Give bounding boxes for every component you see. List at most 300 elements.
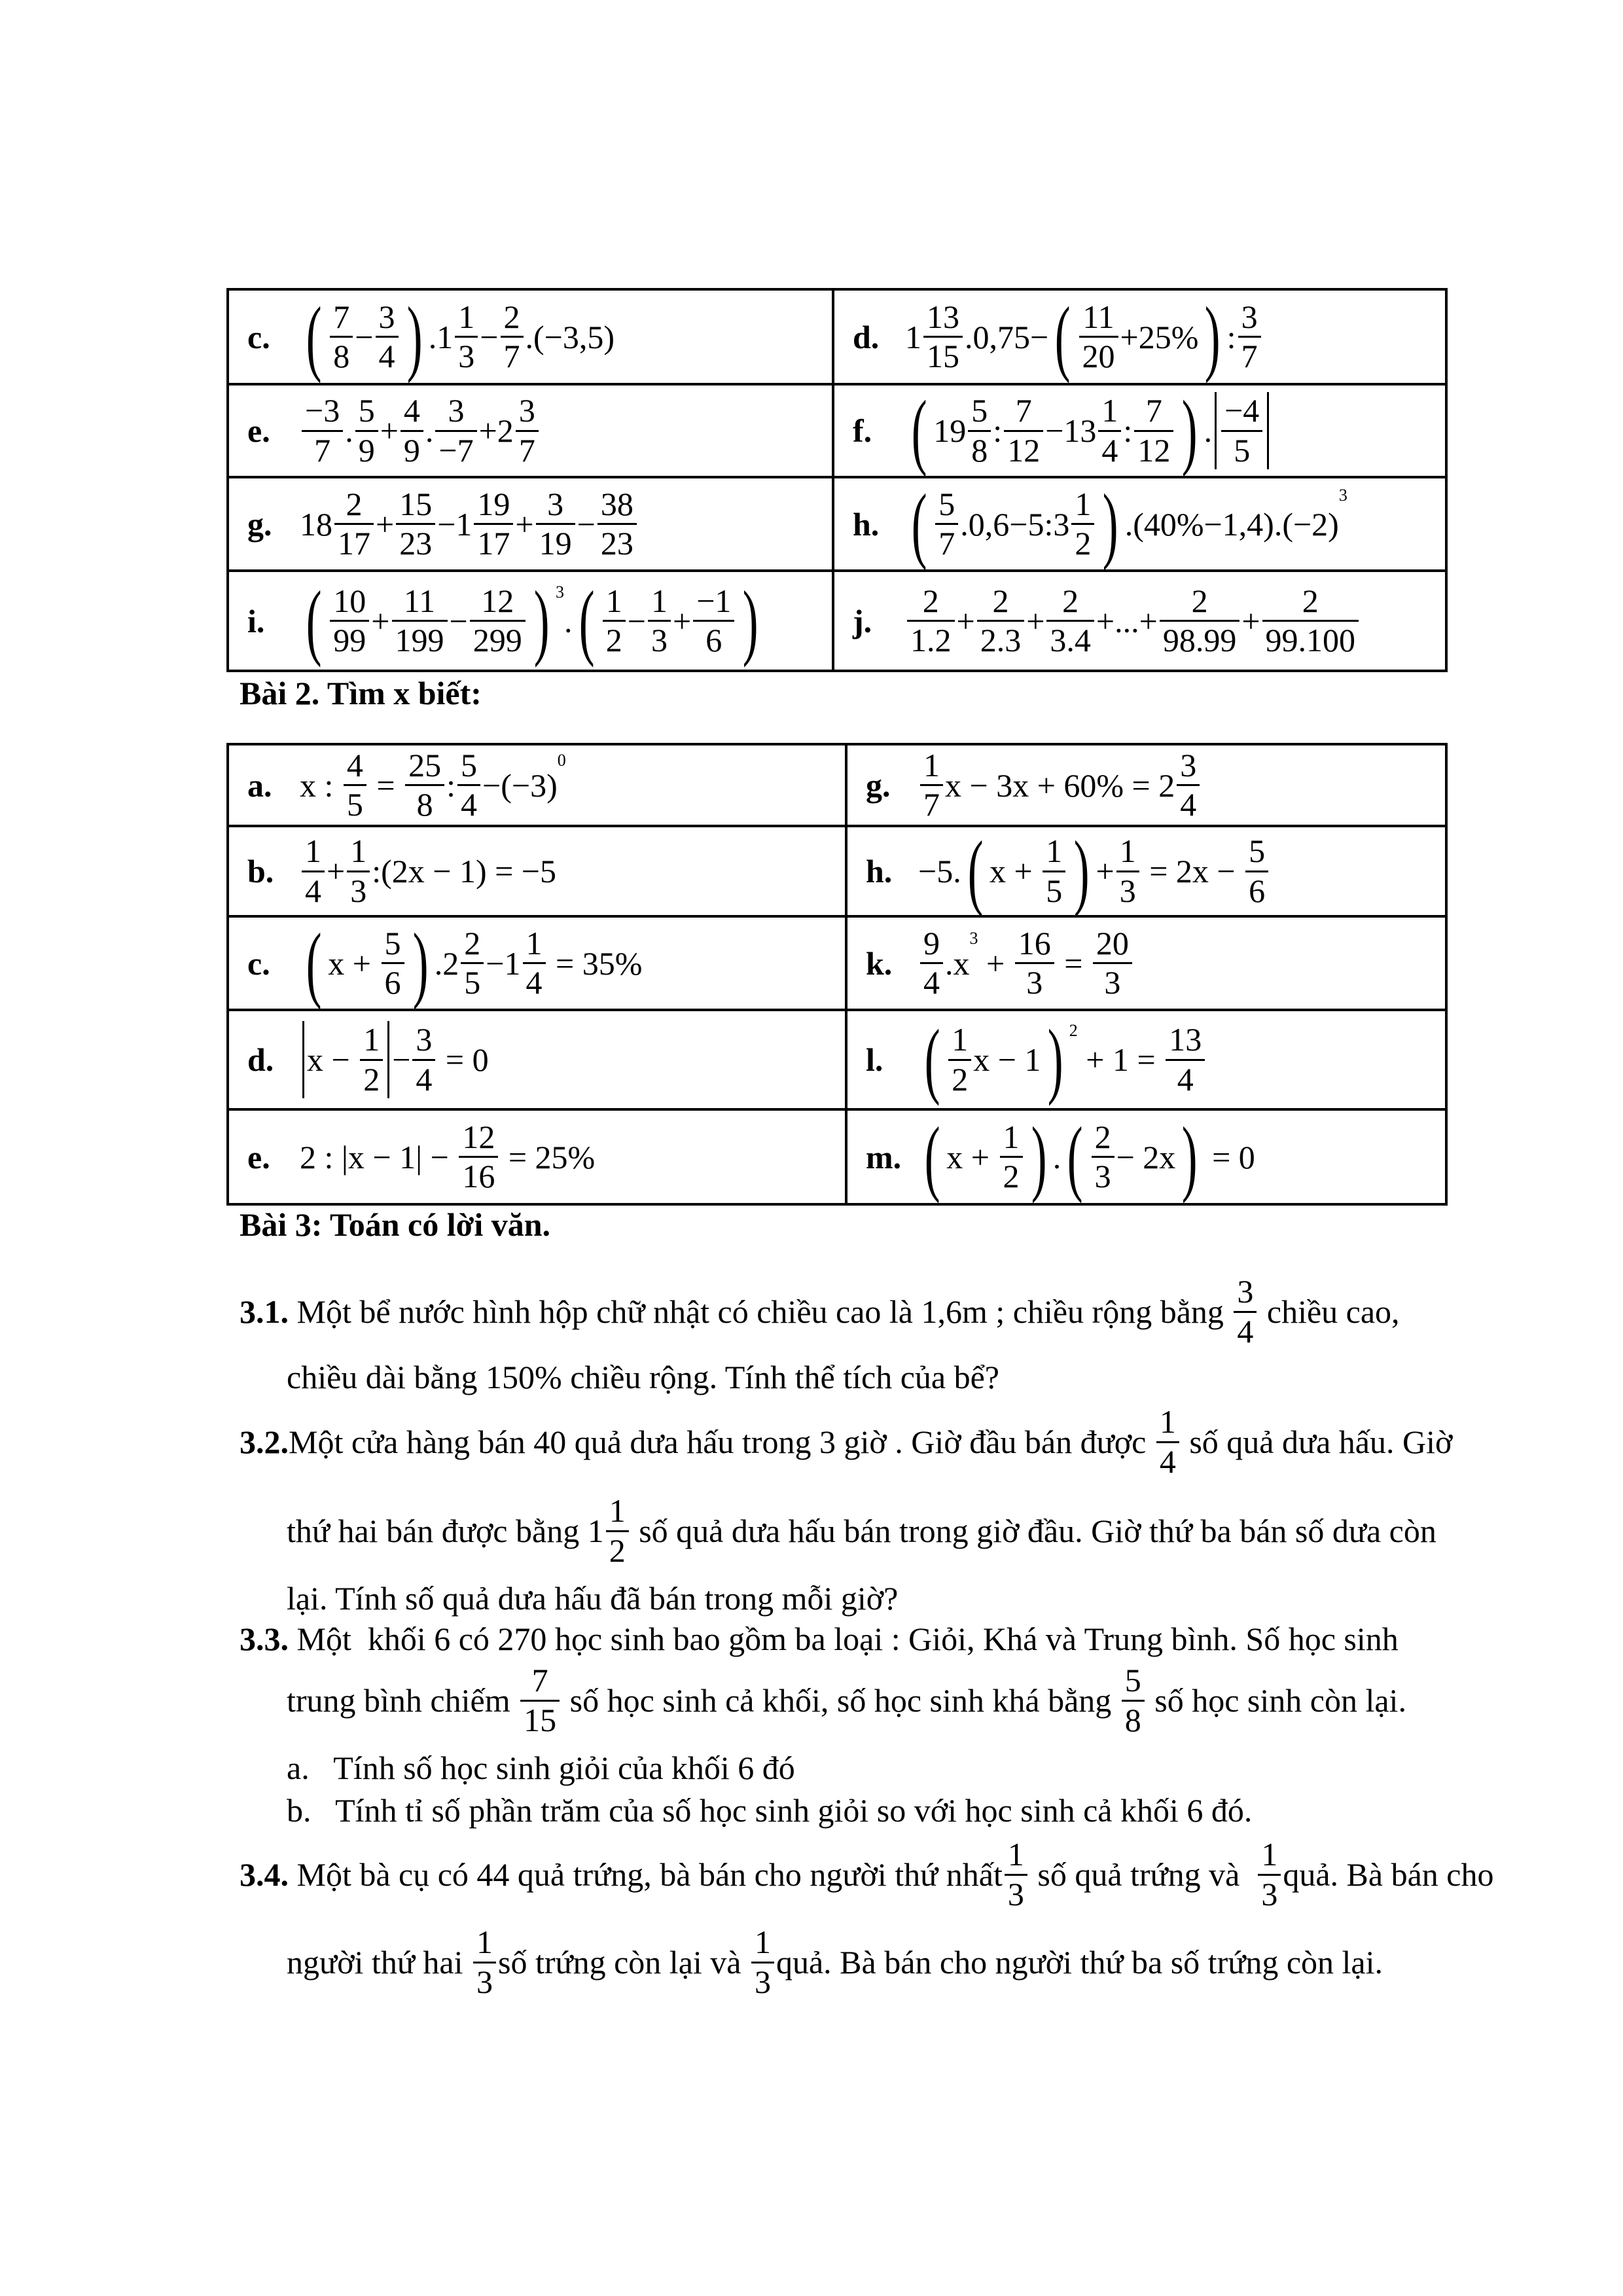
exercise-label: a.: [247, 766, 272, 804]
exercise-label: m.: [866, 1138, 902, 1175]
denominator: 2: [952, 1060, 969, 1098]
numerator: ( 11: [1079, 298, 1118, 338]
exercise-label: b.: [247, 853, 274, 889]
fraction: [474, 486, 513, 563]
math-text: +: [515, 505, 534, 543]
exercise-label: h.: [866, 853, 893, 889]
fraction: [470, 583, 526, 660]
fraction: [330, 298, 353, 376]
numerator: 5: [968, 392, 991, 432]
denominator: 4: [1177, 1060, 1194, 1098]
fraction: [1262, 583, 1359, 660]
exercise-cell: [228, 571, 833, 671]
denominator: 4: [1180, 786, 1197, 823]
exponent: 3: [556, 582, 564, 601]
numerator: 3: [1177, 747, 1200, 787]
problem-number: 3.4.: [240, 1856, 289, 1893]
expression: [918, 829, 1270, 914]
denominator: 6: [1249, 872, 1266, 909]
fraction: [1043, 833, 1065, 910]
numerator: 3: [516, 392, 539, 432]
math-text: người thứ hai: [287, 1944, 472, 1981]
math-text: = 2x −: [1141, 853, 1244, 889]
numerator: 38: [597, 486, 637, 526]
exercise: [853, 482, 1445, 567]
expression: [918, 747, 1202, 824]
fraction: [355, 392, 378, 469]
exercise: [853, 583, 1445, 660]
denominator: 5: [1234, 431, 1251, 469]
fraction: [459, 1119, 498, 1196]
exercise: [853, 388, 1445, 473]
fraction: [334, 486, 374, 563]
exercise: [866, 1115, 1445, 1200]
math-text: .0,6−5:3: [960, 505, 1070, 543]
numerator: 7: [520, 1662, 560, 1702]
denominator: 4: [1101, 431, 1118, 469]
denominator: 23: [600, 525, 633, 562]
exercise-label: e.: [247, 412, 270, 449]
numerator: ( 1: [948, 1021, 971, 1061]
math-text: +: [1096, 853, 1115, 889]
numerator: 5: [355, 392, 378, 432]
denominator: 3.4: [1050, 622, 1091, 658]
denominator: 2: [609, 1532, 626, 1569]
math-text: ( x +: [990, 853, 1041, 889]
numerator: 3: [412, 1021, 435, 1061]
fraction: [1000, 1119, 1023, 1196]
absolute-value: [1215, 392, 1269, 469]
fraction: [1166, 1021, 1205, 1098]
math-text: .1: [428, 318, 454, 355]
math-text: −: [449, 602, 468, 639]
fraction: [455, 298, 478, 376]
numerator: 1: [1098, 392, 1121, 432]
exercise-cell: [228, 1109, 846, 1204]
numerator: 13: [1166, 1021, 1205, 1061]
denominator: 7: [518, 431, 535, 469]
numerator: 2: [1046, 583, 1094, 622]
fraction: [392, 583, 448, 660]
group-content: [933, 486, 1096, 563]
group-content: [328, 298, 400, 376]
table-row: [228, 289, 1446, 384]
parenthesized-group: [300, 921, 435, 1006]
denominator: 4: [1159, 1443, 1176, 1480]
math-text: −1: [486, 944, 521, 982]
denominator: 8: [971, 431, 988, 469]
numerator: 7: [1134, 392, 1173, 432]
fraction: [1116, 833, 1139, 910]
parenthesized-group: [918, 1017, 1069, 1102]
denominator: 199: [395, 622, 444, 658]
math-text: x :: [300, 766, 342, 804]
exercise: [247, 1021, 845, 1098]
denominator: −7: [438, 431, 474, 469]
exercise: [866, 1017, 1445, 1102]
numerator: 1: [751, 1924, 774, 1964]
math-text: chiều dài bằng 150% chiều rộng. Tính thể tích của bể?: [287, 1359, 999, 1395]
denominator: 7: [938, 525, 955, 562]
group-content: [1090, 1119, 1176, 1196]
numerator: 1: [1258, 1836, 1281, 1876]
math-text: lại. Tính số quả dưa hấu đã bán trong mỗi giờ?: [287, 1580, 899, 1617]
parenthesized-group: [300, 579, 556, 664]
denominator: 12: [1137, 431, 1171, 469]
denominator: 3: [350, 872, 367, 909]
parenthesized-group: [1048, 295, 1226, 380]
expression: [905, 583, 1361, 660]
table-row: [228, 571, 1446, 671]
table-row: [228, 744, 1446, 826]
denominator: 7: [923, 786, 940, 823]
fraction: [968, 392, 991, 469]
denominator: 5: [346, 786, 363, 823]
math-text: Một khối 6 có 270 học sinh bao gồm ba loại : Giỏi, Khá và Trung bình. Số học sinh: [289, 1621, 1399, 1657]
denominator: 2: [605, 622, 622, 658]
fraction: [1071, 486, 1094, 563]
exponent: 3: [969, 928, 978, 948]
fraction: [516, 392, 539, 469]
table-row: [228, 384, 1446, 477]
math-text: :: [1226, 318, 1236, 355]
math-text: Một bà cụ có 44 quả trứng, bà bán cho người thứ nhất: [289, 1856, 1003, 1893]
numerator: 2: [461, 925, 484, 965]
fraction: [523, 925, 546, 1002]
math-text: thứ hai bán được bằng 1: [287, 1513, 604, 1549]
section-title-bai-2: Bài 2. Tìm x biết:: [240, 675, 482, 711]
parenthesized-group: [961, 829, 1096, 914]
math-text: số trứng còn lại và: [498, 1944, 749, 1981]
problem-line: [287, 1351, 999, 1403]
expression: [300, 1021, 489, 1098]
numerator: ( 2: [1092, 1119, 1115, 1158]
fraction: [1177, 747, 1200, 824]
math-text: .(40%−1,4).(−2): [1124, 505, 1339, 543]
denominator: 16: [462, 1158, 495, 1194]
exponent: 2: [1069, 1021, 1078, 1040]
fraction: [1122, 1662, 1145, 1739]
fraction: [376, 298, 399, 376]
fraction: [1134, 392, 1173, 469]
exercise-cell: [833, 289, 1446, 384]
expression: [300, 921, 642, 1006]
denominator: 3: [1104, 964, 1121, 1001]
math-text: =: [368, 766, 404, 804]
table-row: [228, 1109, 1446, 1204]
fraction: [347, 833, 370, 910]
math-text: a. Tính số học sinh giỏi của khối 6 đó: [287, 1749, 795, 1786]
denominator: 15: [927, 338, 959, 374]
denominator: 5: [464, 964, 481, 1001]
numerator: 12: [470, 583, 526, 622]
fraction: [360, 1021, 383, 1098]
group-content: [990, 833, 1067, 910]
math-text: :(2x − 1) = −5: [372, 853, 556, 889]
exercise-cell: [833, 384, 1446, 477]
exercise: [866, 747, 1445, 824]
exercise-cell: [833, 571, 1446, 671]
denominator: 17: [477, 525, 510, 562]
problem-line: [240, 1403, 1453, 1480]
denominator: 4: [461, 786, 478, 823]
math-text: Một cửa hàng bán 40 quả dưa hấu trong 3 giờ . Giờ đầu bán được: [289, 1424, 1154, 1460]
numerator: 15: [396, 486, 435, 526]
math-text: b. Tính tỉ số phần trăm của số học sinh giỏi so với học sinh cả khối 6 đó.: [287, 1792, 1253, 1829]
denominator: 4: [526, 964, 543, 1001]
math-text: +: [673, 602, 692, 639]
denominator: 4: [1237, 1312, 1254, 1350]
math-text: + 1 =: [1077, 1041, 1164, 1078]
problem-line: [287, 1784, 1252, 1837]
denominator: 8: [1124, 1701, 1141, 1738]
group-content: [328, 583, 527, 660]
numerator: 2: [1262, 583, 1359, 622]
fraction: [1156, 1403, 1179, 1480]
math-text: x − 1: [973, 1041, 1041, 1078]
math-text: −(−3): [482, 766, 558, 804]
parenthesized-group: [573, 579, 765, 664]
math-text: 1: [905, 318, 921, 355]
exercise-label: l.: [866, 1041, 883, 1078]
numerator: 1: [920, 747, 943, 787]
denominator: 3: [754, 1963, 771, 2000]
numerator: 3: [1238, 298, 1261, 338]
denominator: 3: [458, 338, 475, 374]
math-text: +: [376, 505, 395, 543]
math-text: .: [1052, 1138, 1061, 1175]
numerator: 11: [392, 583, 448, 622]
exercise-label: e.: [247, 1138, 270, 1175]
fraction: [977, 583, 1025, 660]
exercise-label: i.: [247, 602, 265, 639]
denominator: 98.99: [1162, 622, 1237, 658]
denominator: 99.100: [1265, 622, 1356, 658]
denominator: 3: [1007, 1875, 1024, 1912]
math-text: +: [956, 602, 975, 639]
exercise-cell: [228, 1010, 846, 1109]
math-text: = 25%: [500, 1138, 596, 1175]
exercise-label: f.: [853, 412, 872, 449]
exercise: [247, 392, 832, 469]
numerator: 4: [344, 747, 366, 787]
denominator: 3: [1026, 964, 1043, 1001]
math-text: +...+: [1096, 602, 1158, 639]
denominator: 99: [333, 622, 366, 658]
denominator: 2.3: [980, 622, 1022, 658]
math-text: −: [392, 1041, 411, 1078]
math-text: số học sinh còn lại.: [1146, 1682, 1406, 1719]
denominator: 4: [305, 872, 321, 909]
math-text: x − 3x + 60% = 2: [945, 766, 1175, 804]
fraction: [1221, 392, 1262, 469]
denominator: 8: [416, 786, 433, 823]
math-text: :: [993, 412, 1003, 449]
denominator: 5: [1046, 872, 1063, 909]
numerator: 5: [457, 747, 480, 787]
denominator: 3: [1261, 1875, 1278, 1912]
math-text: ( x +: [328, 944, 380, 982]
parenthesized-group: [1061, 1115, 1204, 1200]
math-text: ( 19: [933, 412, 967, 449]
math-text: = 0: [437, 1041, 489, 1078]
problem-line: [240, 1273, 1400, 1350]
denominator: 6: [705, 622, 722, 658]
denominator: 4: [923, 964, 940, 1001]
expression: [905, 295, 1263, 380]
numerator: 4: [401, 392, 423, 432]
fraction: [302, 833, 325, 910]
problem-line: [287, 1492, 1436, 1569]
denominator: 15: [524, 1701, 557, 1738]
fraction: [520, 1662, 560, 1739]
exercise-label: c.: [247, 318, 270, 355]
math-text: +: [1026, 602, 1045, 639]
problem-line: [287, 1662, 1406, 1738]
group-content: [933, 392, 1175, 469]
denominator: 2: [1003, 1158, 1020, 1194]
problem-line: [240, 1613, 1399, 1665]
fraction: [396, 486, 435, 563]
exercise-cell: [228, 384, 833, 477]
math-text: −: [480, 318, 499, 355]
exercise-cell: [846, 1109, 1446, 1204]
exercise-cell: [846, 916, 1446, 1010]
exercise: [247, 1119, 845, 1196]
numerator: 1: [1043, 833, 1065, 872]
numerator: 5: [1122, 1662, 1145, 1702]
math-text: −13: [1045, 412, 1097, 449]
group-content: [328, 925, 406, 1002]
math-text: =: [1056, 944, 1091, 982]
expression: [918, 1115, 1255, 1200]
math-text: +: [371, 602, 390, 639]
expressions-table: [226, 288, 1448, 672]
denominator: 4: [378, 338, 395, 374]
math-text: −: [355, 318, 374, 355]
numerator: 1: [347, 833, 370, 872]
math-text: quả. Bà bán cho người thứ ba số trứng còn lại.: [776, 1944, 1383, 1981]
numerator: ( 7: [330, 298, 353, 338]
problem-line: [287, 1924, 1383, 2000]
denominator: 3: [1119, 872, 1136, 909]
exercise: [247, 833, 845, 910]
fraction: [1238, 298, 1261, 376]
denominator: 23: [399, 525, 433, 562]
fraction: [1079, 298, 1118, 376]
fraction: [606, 1492, 629, 1570]
expression: [300, 747, 566, 824]
math-text: .x: [945, 944, 970, 982]
exercise: [247, 295, 832, 380]
math-text: .(−3,5): [525, 318, 615, 355]
exercise: [866, 829, 1445, 914]
parenthesized-group: [905, 482, 1125, 567]
fraction: [1234, 1273, 1257, 1350]
exercise-label: g.: [247, 505, 272, 543]
parenthesized-group: [300, 295, 429, 380]
numerator: 12: [459, 1119, 498, 1158]
exercise-cell: [228, 744, 846, 826]
numerator: 25: [405, 747, 444, 787]
exercise: [866, 925, 1445, 1002]
math-text: 18: [300, 505, 332, 543]
fraction: [693, 583, 734, 660]
math-text: − 2x: [1116, 1138, 1176, 1175]
denominator: 17: [338, 525, 370, 562]
numerator: 19: [474, 486, 513, 526]
math-text: = 0: [1204, 1138, 1255, 1175]
fraction: [457, 747, 480, 824]
numerator: ( 10: [330, 583, 369, 622]
exercise-label: c.: [247, 944, 270, 982]
math-text: 2 : |x − 1| −: [300, 1138, 457, 1175]
exercise-cell: [846, 826, 1446, 916]
numerator: 1: [302, 833, 325, 872]
denominator: 20: [1082, 338, 1115, 374]
denominator: 7: [503, 338, 520, 374]
math-text: .: [345, 412, 353, 449]
exercise-label: d.: [247, 1041, 274, 1078]
numerator: −4: [1221, 392, 1262, 432]
math-text: −5.: [918, 853, 961, 889]
math-text: Một bể nước hình hộp chữ nhật có chiều cao là 1,6m ; chiều rộng bằng: [289, 1293, 1232, 1330]
fraction: [461, 925, 484, 1002]
math-text: .: [1204, 412, 1213, 449]
exercise: [247, 579, 832, 664]
table-row: [228, 826, 1446, 916]
math-text: số quả dưa hấu bán trong giờ đầu. Giờ thứ ba bán số dưa còn: [630, 1513, 1436, 1549]
numerator: 2: [334, 486, 374, 526]
denominator: 3: [476, 1963, 493, 2000]
fraction: [401, 392, 423, 469]
fraction: [344, 747, 366, 824]
denominator: 4: [416, 1060, 433, 1098]
fraction: [597, 486, 637, 563]
numerator: 1: [473, 1924, 496, 1964]
math-text: −: [577, 505, 596, 543]
numerator: 5: [1245, 833, 1268, 872]
exercise-label: j.: [853, 602, 872, 639]
fraction: [435, 392, 476, 469]
math-text: −: [627, 602, 646, 639]
exercise: [247, 747, 845, 824]
numerator: 1: [360, 1021, 383, 1061]
denominator: 3: [651, 622, 668, 658]
numerator: −1: [693, 583, 734, 622]
problem-line: [240, 1836, 1494, 1912]
numerator: 2: [977, 583, 1025, 622]
denominator: 12: [1007, 431, 1041, 469]
expression: [300, 833, 556, 910]
numerator: ( 1: [603, 583, 626, 622]
fraction: [1005, 1836, 1027, 1913]
exercise-cell: [228, 477, 833, 571]
denominator: 7: [314, 431, 331, 469]
fraction: [948, 1021, 971, 1098]
exercise-cell: [228, 289, 833, 384]
fraction: [1245, 833, 1268, 910]
math-text: = 35%: [547, 944, 643, 982]
table-row: [228, 477, 1446, 571]
fraction: [405, 747, 444, 824]
absolute-value: [302, 1021, 389, 1098]
fraction: [412, 1021, 435, 1098]
numerator: ( 5: [935, 486, 958, 526]
table-row: [228, 916, 1446, 1010]
fraction: [923, 298, 963, 376]
group-content: [1077, 298, 1199, 376]
